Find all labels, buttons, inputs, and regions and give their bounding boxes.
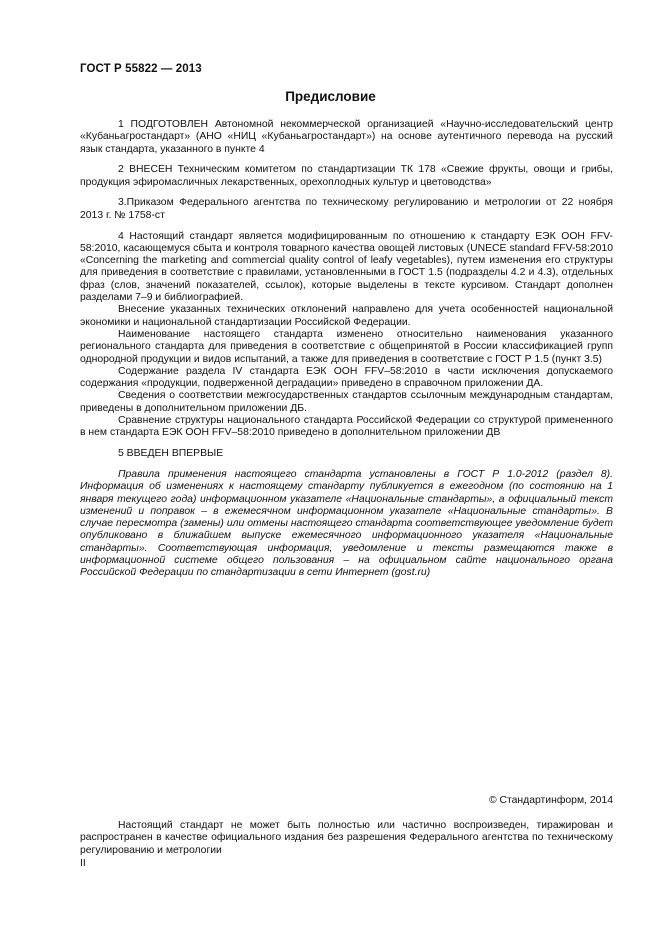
reproduction-notice-text: Настоящий стандарт не может быть полностью или частично воспроизведен, тиражирован и распространен в качестве официального издания без разрешения Федерального агентства по техническому регулированию и метрологии — [80, 820, 613, 856]
paragraph-submitted: 2 ВНЕСЕН Техническим комитетом по стандартизации ТК 178 «Свежие фрукты, овощи и грибы, продукция эфиромасличных лекарственных, орехоплодных культур и цветоводства» — [80, 164, 613, 188]
page-title: Предисловие — [285, 89, 376, 104]
paragraph-application-rules: Правила применения настоящего стандарта установлены в ГОСТ Р 1.0-2012 (раздел 8). Информация об изменениях к настоящему стандарту публикуется в ежегодном (по состоянию на 1 января текущего года) информационном указателе «Национальные стандарты», а официальный текст изменений и поправок – в ежемесячном информационном указателе «Национальные стандарты». В случае пересмотра (замены) или отмены настоящего стандарта соответствующее уведомление будет опубликовано в ближайшем выпуске ежемесячного информационного указателя «Национальные стандарты». Соответствующая информация, уведомление и тексты размещаются также в информационной системе общего пользования – на официальном сайте национального органа Российской Федерации по стандартизации в сети Интернет (gost.ru) — [80, 468, 613, 579]
foreword-body — [80, 119, 613, 580]
page-number: II — [80, 858, 86, 869]
paragraph-order: 3.Приказом Федерального агентства по техническому регулированию и метрологии от 22 ноября 2013 г. № 1758-ст — [80, 197, 613, 221]
paragraph-modified: 4 Настоящий стандарт является модифицированным по отношению к стандарту ЕЭК ООН FFV-58:2010, касающемуся сбыта и контроля товарного качества овощей листовых (UNECE standard FFV-58:2010 «Concerning the marketing and commercial quality control of leafy vegetables), путем изменения его структуры для приведения в соответствие с правилами, установленными в ГОСТ 1.5 (подразделы 4.2 и 4.3), отдельных фраз (слов, значений показателей, ссылок), которые выделены в тексте курсивом. Стандарт дополнен разделами 7–9 и библиографией. — [80, 230, 613, 304]
paragraph-introduced: 5 ВВЕДЕН ВПЕРВЫЕ — [118, 448, 224, 460]
paragraph-deviations: Внесение указанных технических отклонений направлено для учета особенностей национальной экономики и национальной стандартизации Российской Федерации. — [80, 304, 613, 328]
reproduction-notice — [80, 820, 613, 857]
document-header: ГОСТ Р 55822 — 2013 — [80, 63, 202, 75]
paragraph-structure-comparison: Сравнение структуры национального стандарта Российской Федерации со структурой примененного в нем стандарта ЕЭК ООН FFV–58:2010 приведено в дополнительном приложении ДВ — [80, 415, 613, 439]
copyright-line: © Стандартинформ, 2014 — [488, 795, 613, 806]
paragraph-name-change: Наименование настоящего стандарта изменено относительно наименования указанного регионального стандарта для приведения в соответствие с общепринятой в России классификацией групп однородной продукции и видов испытаний, а также для приведения в соответствие с ГОСТ Р 1.5 (пункт 3.5) — [80, 328, 613, 365]
paragraph-section-iv: Содержание раздела IV стандарта ЕЭК ООН FFV–58:2010 в части исключения допускаемого содержания «продукции, подверженной деградации» приведено в справочном приложении ДА. — [80, 365, 613, 390]
paragraph-prepared: 1 ПОДГОТОВЛЕН Автономной некоммерческой организацией «Научно-исследовательский центр «Кубаньагростандарт» (АНО «НИЦ «Кубаньагростандарт») на основе аутентичного перевода на русский язык стандарта, указанного в пункте 4 — [80, 119, 613, 155]
paragraph-correspondence: Сведения о соответствии межгосударственных стандартов ссылочным международным стандартам, приведены в дополнительном приложении ДБ. — [80, 390, 613, 414]
